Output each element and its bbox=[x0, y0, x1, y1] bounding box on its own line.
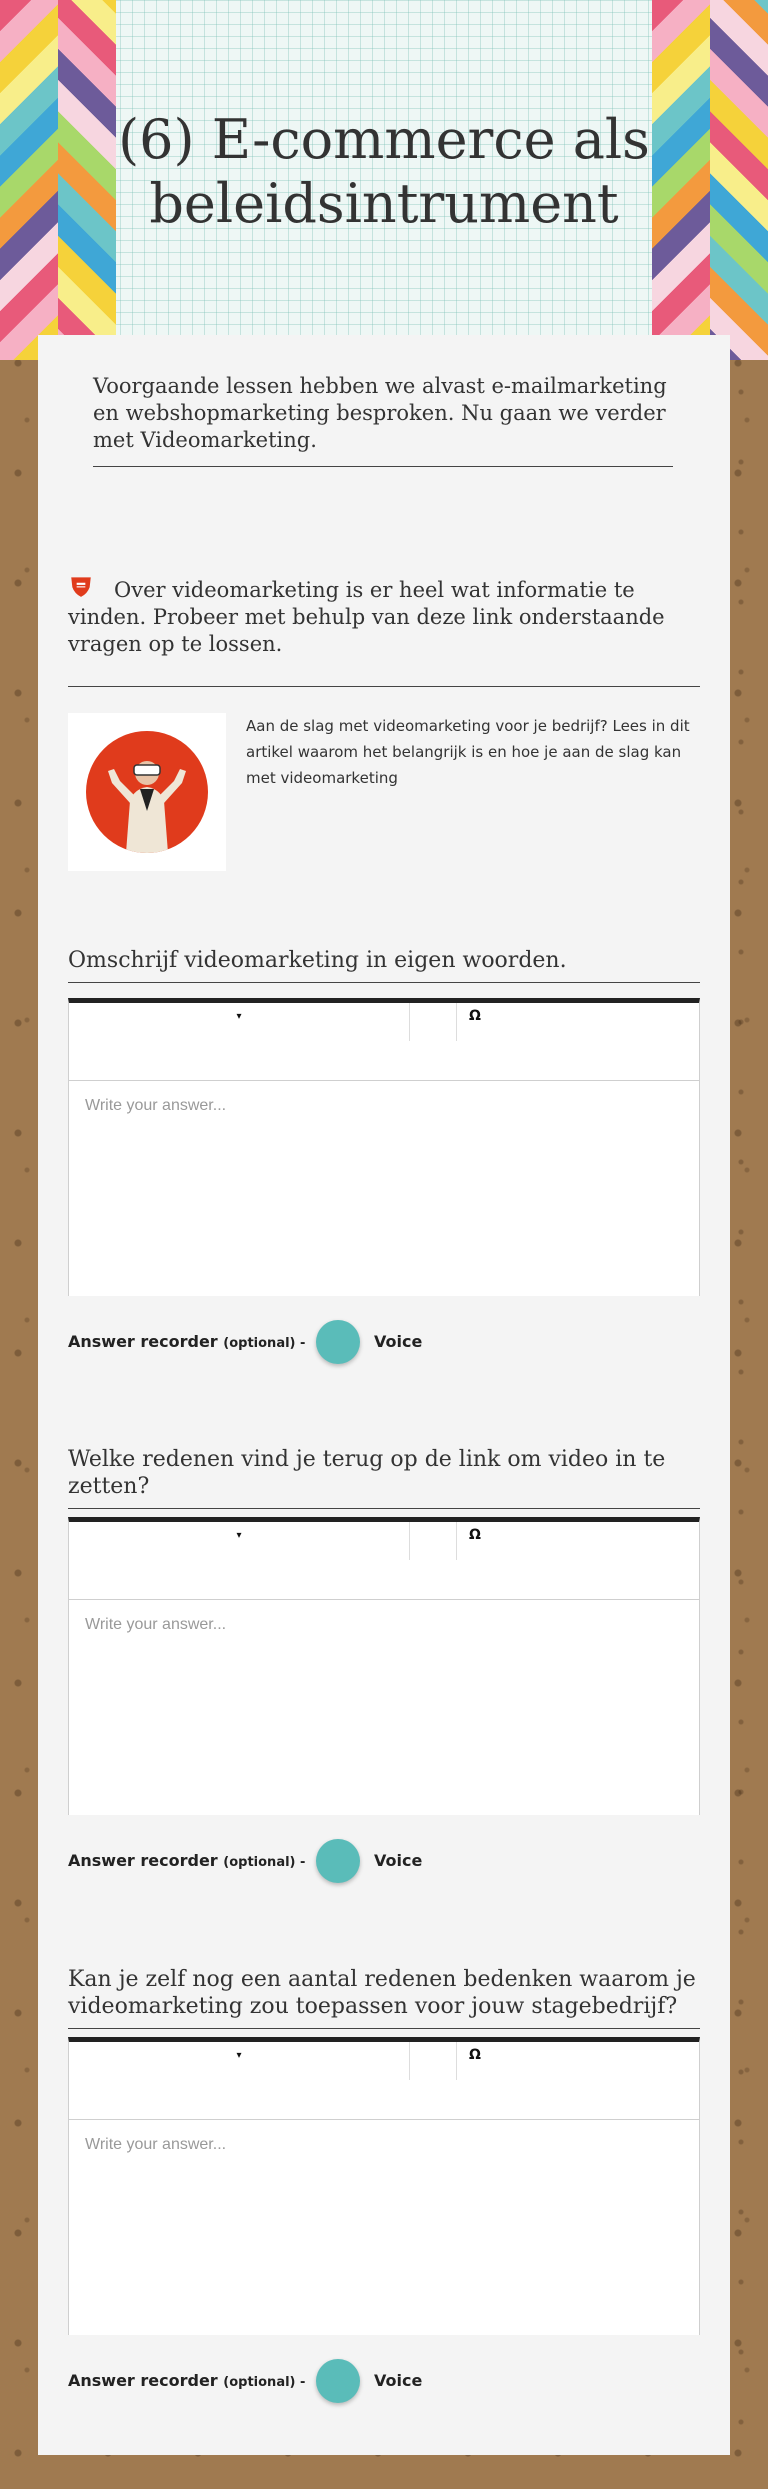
info-block bbox=[68, 573, 700, 687]
question-3-text: Kan je zelf nog een aantal redenen bedenken waarom je videomarketing zou toepassen voor jouw stagebedrijf? bbox=[68, 1966, 700, 2029]
toolbar-divider bbox=[456, 2042, 457, 2080]
toolbar-divider bbox=[456, 1522, 457, 1560]
special-characters-icon[interactable]: Ω bbox=[469, 1527, 481, 1543]
page-title: (6) E-commerce als beleidsintrument bbox=[118, 108, 650, 235]
question-2-text: Welke redenen vind je terug op de link om video in te zetten? bbox=[68, 1446, 700, 1509]
answer-input-2[interactable] bbox=[69, 1600, 699, 1815]
answer-editor-3 bbox=[68, 2037, 700, 2335]
toolbar-divider bbox=[409, 1003, 410, 1041]
answer-input-1[interactable] bbox=[69, 1081, 699, 1296]
answer-recorder-3 bbox=[68, 2357, 700, 2405]
answer-recorder-2 bbox=[68, 1837, 700, 1885]
recorder-label: Answer recorder (optional) - bbox=[68, 1332, 306, 1351]
record-voice-button[interactable] bbox=[316, 2359, 360, 2403]
link-preview[interactable] bbox=[68, 713, 700, 873]
editor-toolbar bbox=[69, 2042, 699, 2120]
answer-recorder-1 bbox=[68, 1318, 700, 1366]
voice-label: Voice bbox=[374, 1851, 423, 1870]
record-voice-button[interactable] bbox=[316, 1320, 360, 1364]
voice-label: Voice bbox=[374, 2371, 423, 2390]
left-chevron-stripes bbox=[0, 0, 116, 360]
editor-toolbar bbox=[69, 1003, 699, 1081]
link-description[interactable]: Aan de slag met videomarketing voor je bedrijf? Lees in dit artikel waarom het belangrijk is en hoe je aan de slag kan met videomarketing bbox=[246, 717, 690, 787]
right-chevron-stripes bbox=[652, 0, 768, 360]
toolbar-divider bbox=[409, 1522, 410, 1560]
format-dropdown[interactable]: ▾ bbox=[236, 1011, 242, 1022]
answer-input-3[interactable] bbox=[69, 2120, 699, 2335]
info-text: Over videomarketing is er heel wat informatie te vinden. Probeer met behulp van deze link onderstaande vragen op te lossen. bbox=[68, 578, 665, 656]
vr-person-image bbox=[86, 731, 208, 853]
toolbar-divider bbox=[409, 2042, 410, 2080]
question-1-text: Omschrijf videomarketing in eigen woorden. bbox=[68, 947, 700, 983]
special-characters-icon[interactable]: Ω bbox=[469, 2047, 481, 2063]
format-dropdown[interactable]: ▾ bbox=[236, 2050, 242, 2061]
intro-text: Voorgaande lessen hebben we alvast e-mailmarketing en webshopmarketing besproken. Nu gaan we verder met Videomarketing. bbox=[93, 373, 673, 467]
answer-editor-1 bbox=[68, 998, 700, 1296]
answer-editor-2 bbox=[68, 1517, 700, 1815]
header-banner bbox=[0, 0, 768, 360]
format-dropdown[interactable]: ▾ bbox=[236, 1530, 242, 1541]
worksheet-card bbox=[38, 335, 730, 2455]
link-thumbnail[interactable] bbox=[68, 713, 226, 871]
toolbar-divider bbox=[456, 1003, 457, 1041]
editor-toolbar bbox=[69, 1522, 699, 1600]
special-characters-icon[interactable]: Ω bbox=[469, 1008, 481, 1024]
info-badge-icon bbox=[68, 573, 92, 597]
recorder-label: Answer recorder (optional) - bbox=[68, 2371, 306, 2390]
recorder-label: Answer recorder (optional) - bbox=[68, 1851, 306, 1870]
record-voice-button[interactable] bbox=[316, 1839, 360, 1883]
voice-label: Voice bbox=[374, 1332, 423, 1351]
